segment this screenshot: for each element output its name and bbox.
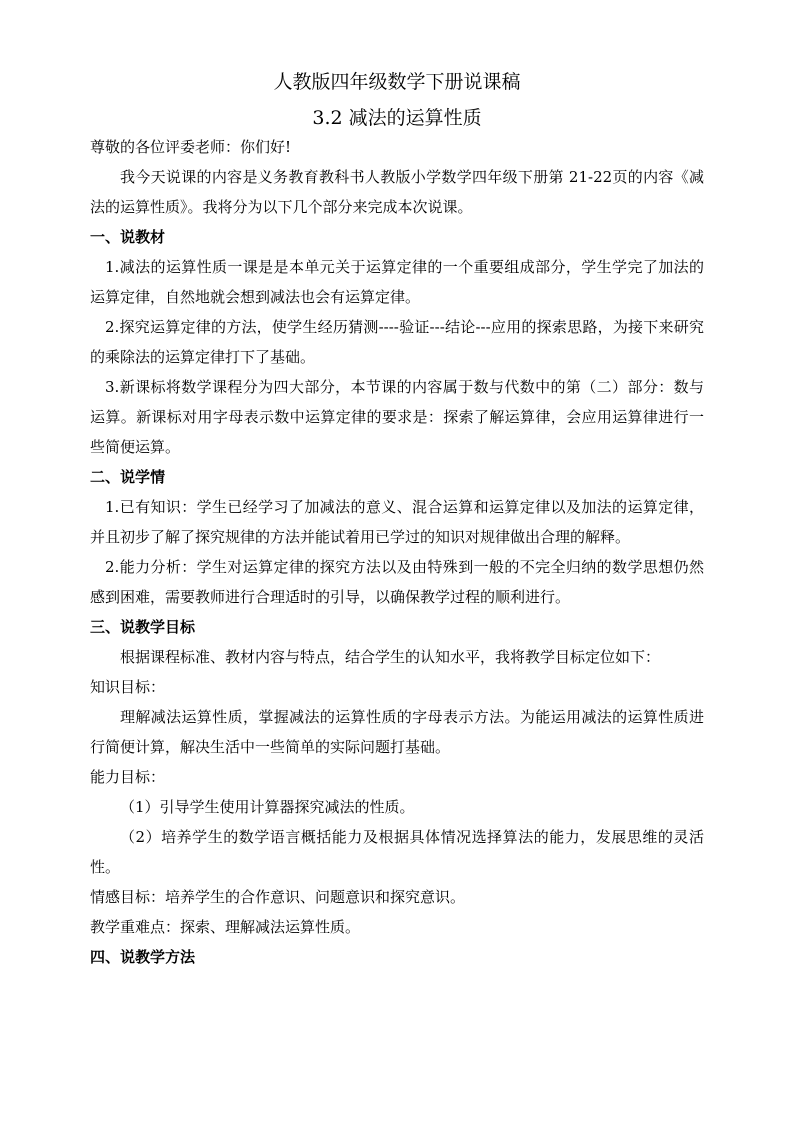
key-points: 教学重难点：探索、理解减法运算性质。 (90, 918, 361, 936)
textbook-paragraph-2: 2.探究运算定律的方法，使学生经历猜测----验证---结论---应用的探索思路，为接下来研究的乘除法的运算定律打下了基础。 (90, 318, 704, 366)
ability-objective-1: （1）引导学生使用计算器探究减法的性质。 (120, 798, 415, 816)
section-heading-learners: 二、说学情 (90, 468, 166, 486)
document-title: 人教版四年级数学下册说课稿 (273, 71, 521, 93)
document-page (90, 70, 704, 972)
knowledge-objective-label: 知识目标： (90, 678, 166, 696)
greeting: 尊敬的各位评委老师：你们好! (90, 138, 292, 156)
textbook-paragraph-1: 1.减法的运算性质一课是是本单元关于运算定律的一个重要组成部分，学生学完了加法的运算定律，自然地就会想到减法也会有运算定律。 (90, 258, 704, 306)
textbook-paragraph-3: 3.新课标将数学课程分为四大部分，本节课的内容属于数与代数中的第（二）部分：数与运算。新课标对用字母表示数中运算定律的要求是：探索了解运算律，会应用运算律进行一些简便运算。 (90, 378, 704, 456)
document-subtitle: 3.2 减法的运算性质 (312, 107, 482, 129)
ability-objective-label: 能力目标： (90, 768, 166, 786)
section-heading-textbook: 一、说教材 (90, 228, 166, 246)
learners-paragraph-2: 2.能力分析：学生对运算定律的探究方法以及由特殊到一般的不完全归纳的数学思想仍然感到困难，需要教师进行合理适时的引导，以确保教学过程的顺利进行。 (90, 558, 704, 606)
learners-paragraph-1: 1.已有知识：学生已经学习了加减法的意义、混合运算和运算定律以及加法的运算定律，并且初步了解了探究规律的方法并能试着用已学过的知识对规律做出合理的解释。 (90, 498, 704, 546)
objectives-intro: 根据课程标准、教材内容与特点，结合学生的认知水平，我将教学目标定位如下： (120, 648, 661, 666)
ability-objective-2: （2）培养学生的数学语言概括能力及根据具体情况选择算法的能力，发展思维的灵活性。 (90, 828, 704, 876)
intro-paragraph: 我今天说课的内容是义务教育教科书人教版小学数学四年级下册第 21-22页的内容《减法的运算性质》。我将分为以下几个部分来完成本次说课。 (90, 168, 704, 216)
emotion-objective: 情感目标：培养学生的合作意识、问题意识和探究意识。 (90, 888, 466, 906)
section-heading-objectives: 三、说教学目标 (90, 618, 196, 636)
knowledge-objective-text: 理解减法运算性质，掌握减法的运算性质的字母表示方法。为能运用减法的运算性质进行简便计算，解决生活中一些简单的实际问题打基础。 (90, 708, 704, 756)
section-heading-methods: 四、说教学方法 (90, 948, 196, 966)
